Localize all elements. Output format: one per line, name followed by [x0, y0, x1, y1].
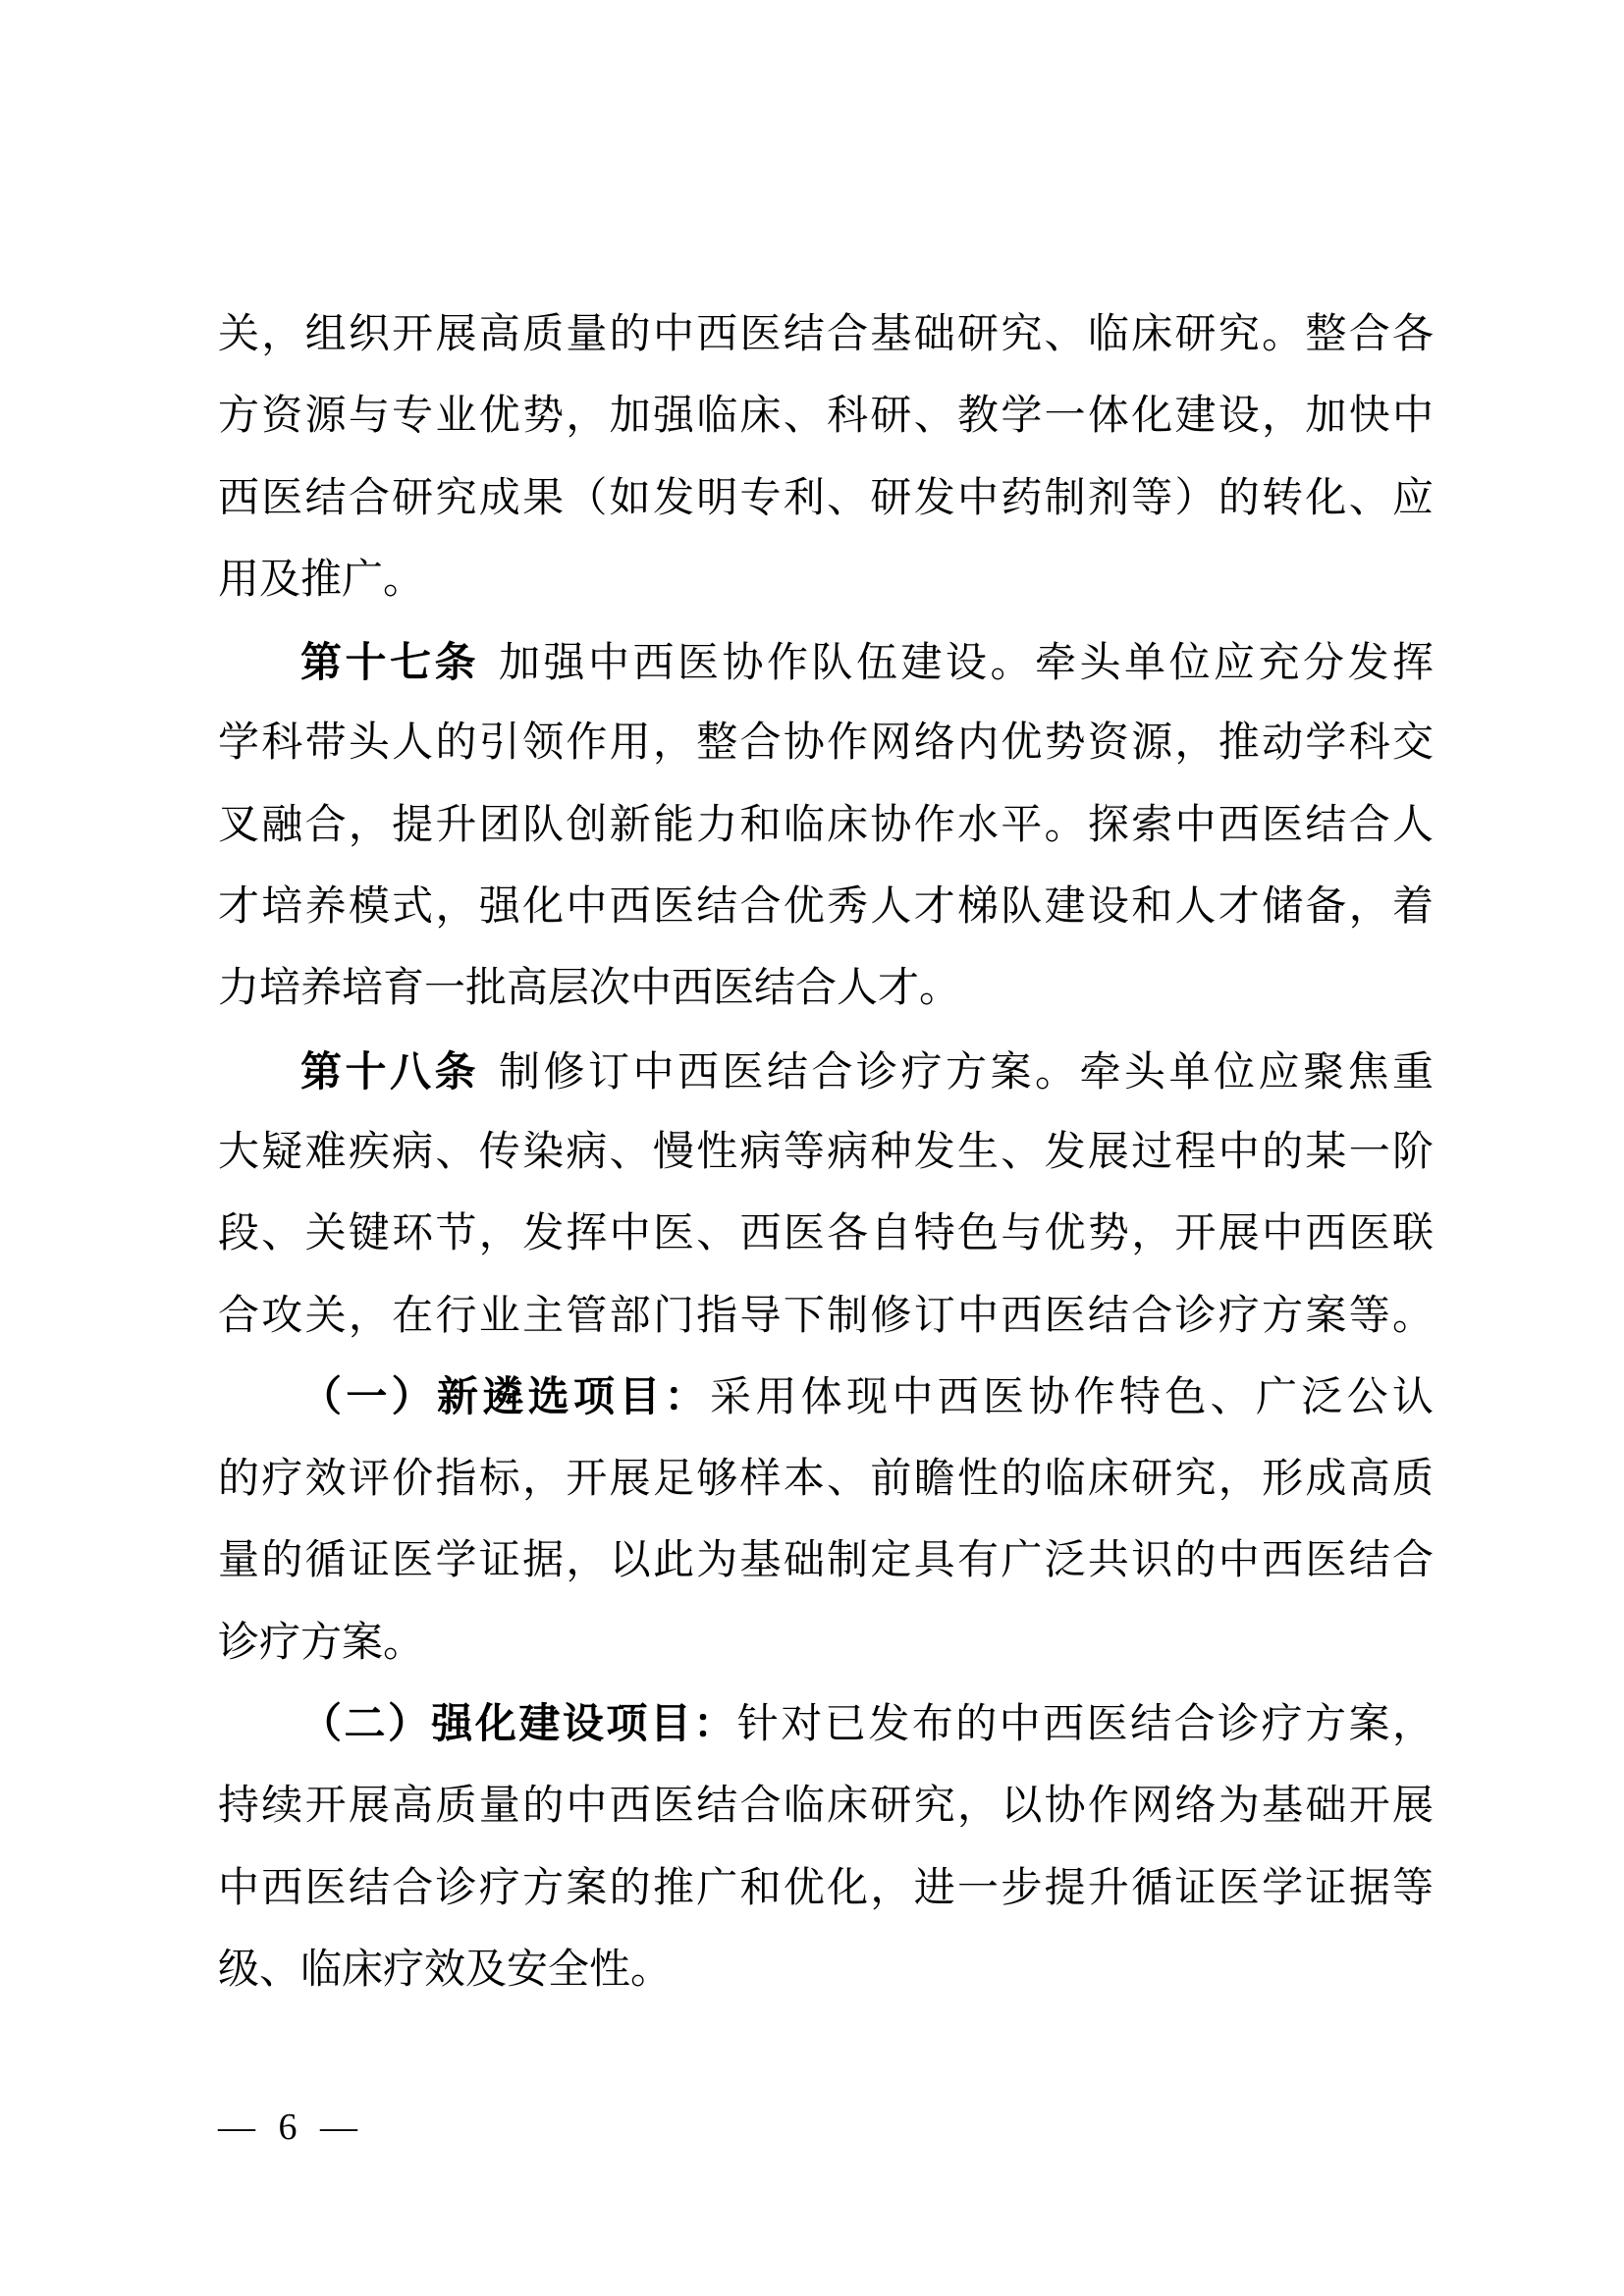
body-line-7: 叉融合，提升团队创新能力和临床协作水平。探索中西医结合人 [218, 802, 1434, 848]
body-line-15: 的疗效评价指标，开展足够样本、前瞻性的临床研究，形成高质 [218, 1457, 1434, 1503]
body-line-5 [218, 621, 1434, 703]
document-body [218, 294, 1434, 2011]
body-line-14 [218, 1358, 1434, 1439]
body-line-10 [218, 1031, 1434, 1112]
body-line-4: 用及推广。 [218, 557, 425, 603]
article-17-heading: 第十七条 [300, 639, 479, 686]
item-2-heading: （二）强化建设项目： [300, 1702, 737, 1748]
body-line-21: 级、临床疗效及安全性。 [218, 1947, 673, 1993]
body-line-13: 合攻关，在行业主管部门指导下制修订中西医结合诊疗方案等。 [218, 1293, 1434, 1339]
body-line-11: 大疑难疾病、传染病、慢性病等病种发生、发展过程中的某一阶 [218, 1129, 1434, 1175]
body-line-17: 诊疗方案。 [218, 1620, 425, 1666]
body-line-1: 关，组织开展高质量的中西医结合基础研究、临床研究。整合各 [218, 312, 1434, 357]
body-line-3: 西医结合研究成果（如发明专利、研发中药制剂等）的转化、应 [218, 475, 1434, 521]
article-18-heading: 第十八条 [300, 1047, 479, 1095]
body-line-8: 才培养模式，强化中西医结合优秀人才梯队建设和人才储备，着 [218, 884, 1434, 931]
body-line-6: 学科带头人的引领作用，整合协作网络内优势资源，推动学科交 [218, 721, 1434, 767]
body-line-16: 量的循证医学证据，以此为基础制定具有广泛共识的中西医结合 [218, 1538, 1434, 1584]
item-2-text: 针对已发布的中西医结合诊疗方案， [736, 1702, 1434, 1748]
body-line-9: 力培养培育一批高层次中西医结合人才。 [218, 966, 961, 1012]
item-1-text: 采用体现中西医协作特色、广泛公认 [710, 1374, 1434, 1420]
body-line-12: 段、关键环节，发挥中医、西医各自特色与优势，开展中西医联 [218, 1211, 1434, 1257]
article-18-text: 制修订中西医结合诊疗方案。牵头单位应聚焦重 [499, 1049, 1434, 1095]
body-line-19: 持续开展高质量的中西医结合临床研究，以协作网络为基础开展 [218, 1784, 1434, 1830]
article-17-text: 加强中西医协作队伍建设。牵头单位应充分发挥 [499, 641, 1434, 687]
page-number: — 6 — [218, 2107, 357, 2148]
body-line-2: 方资源与专业优势，加强临床、科研、教学一体化建设，加快中 [218, 394, 1434, 440]
body-line-20: 中西医结合诊疗方案的推广和优化，进一步提升循证医学证据等 [218, 1865, 1434, 1911]
item-1-heading: （一）新遴选项目： [300, 1374, 710, 1420]
body-line-18 [218, 1684, 1434, 1766]
